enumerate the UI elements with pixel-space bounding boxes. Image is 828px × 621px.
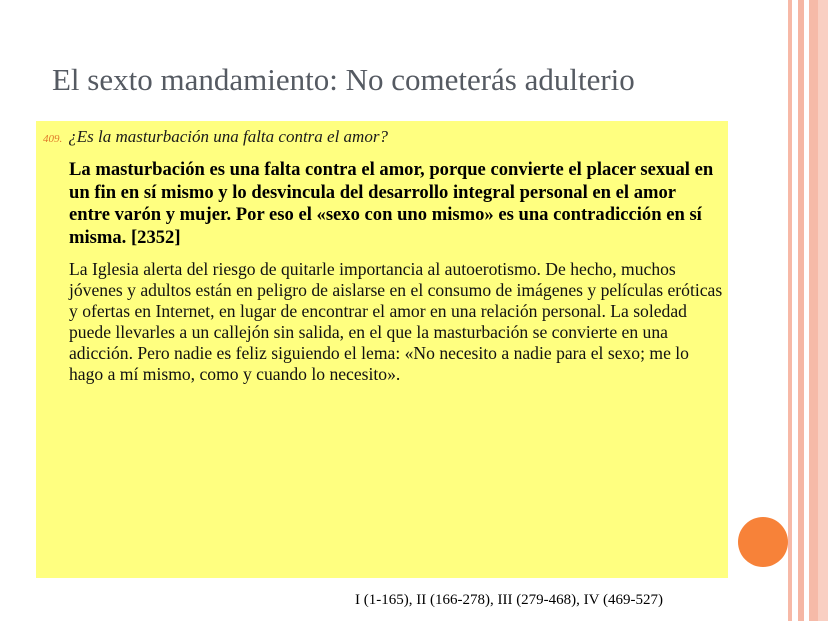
decorative-side-stripes [788,0,828,621]
slide-title: El sexto mandamiento: No cometerás adulterio [52,62,635,97]
body-text: La Iglesia alerta del riesgo de quitarle importancia al autoerotismo. De hecho, muchos jóvenes y adultos están en peligro de aislarse en el consumo de imágenes y películas eróticas y ofertas en Internet, en lugar de encontrar el amor en una relación personal. La soledad puede llevarles a un callejón sin salida, en el que la masturbación se convierte en una adicción. Pero nadie es feliz siguiendo el lema: «No necesito a nadie para el sexo; me lo hago a mí mismo, como y cuando lo necesito». [69,259,723,384]
question-line [43,127,388,147]
answer-text: La masturbación es una falta contra el amor, porque convierte el placer sexual en un fin en sí mismo y lo desvincula del desarrollo integral personal en el amor entre varón y mujer. Por eso el «sexo con uno mismo» es una contradicción en sí misma. [2352] [69,159,714,248]
footer-reference: I (1-165), II (166-278), III (279-468), IV (469-527) [355,592,663,608]
question-text: ¿Es la masturbación una falta contra el amor? [68,127,388,146]
decorative-circle [738,517,788,567]
question-number: 409. [43,133,63,145]
stripe [818,0,828,621]
content-box [36,121,728,578]
stripe [809,0,818,621]
